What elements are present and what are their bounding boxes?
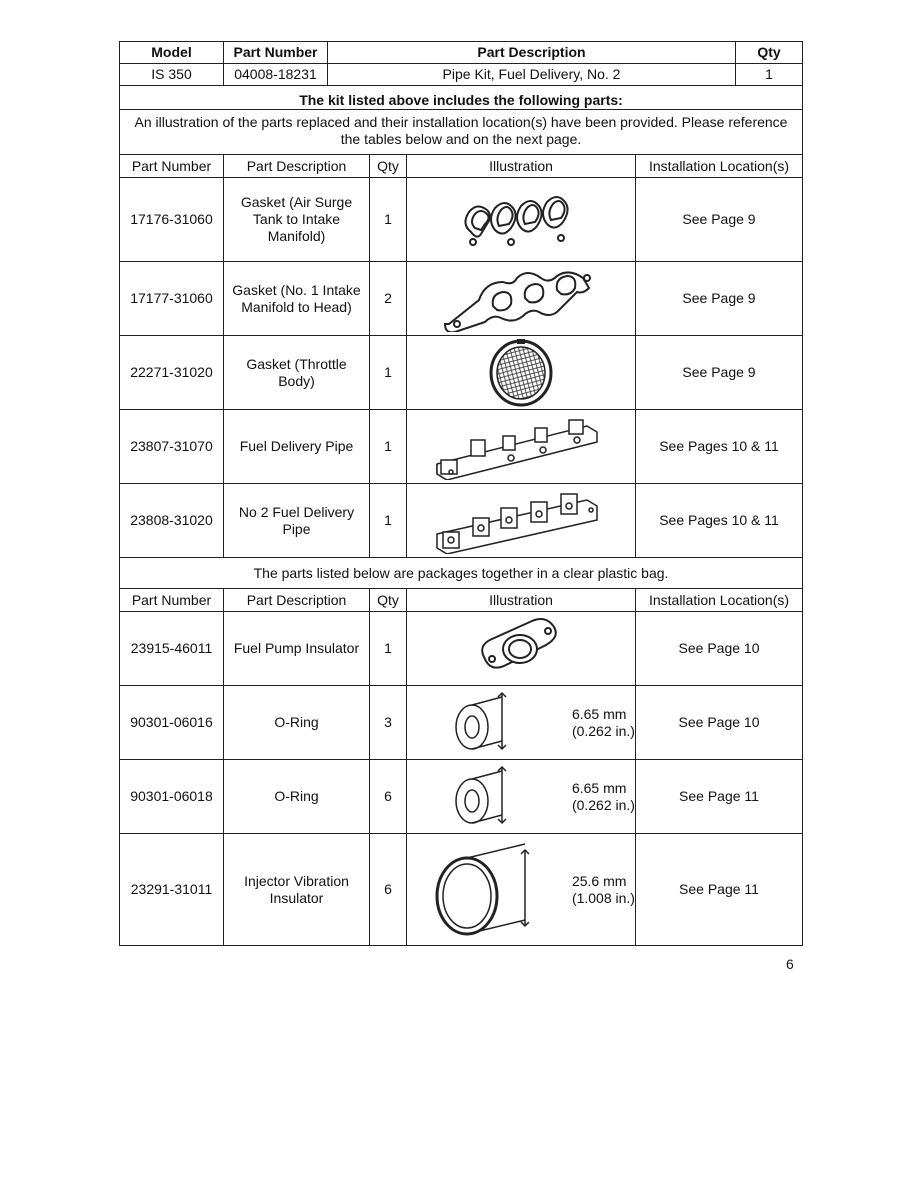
part-qty: 1: [370, 178, 407, 262]
column-model: Model: [120, 42, 224, 64]
installation-location: See Page 9: [636, 178, 803, 262]
part-number: 17177-31060: [120, 262, 224, 336]
part-qty: 6: [370, 760, 407, 834]
illustration-group: [407, 840, 635, 940]
part-qty: 1: [370, 484, 407, 558]
col-installation-location: Installation Location(s): [636, 155, 803, 178]
table-row: [120, 686, 803, 760]
part-qty: 1: [370, 410, 407, 484]
dimension-mm: 25.6 mm: [571, 872, 627, 889]
part-number: 23291-31011: [120, 834, 224, 946]
illustration-group: [407, 691, 635, 755]
illustration-group: [407, 765, 635, 829]
dimension-label: [572, 706, 635, 740]
intro-heading-row: [120, 86, 803, 110]
installation-location: See Pages 10 & 11: [636, 410, 803, 484]
column-qty: Qty: [736, 42, 803, 64]
page-number: 6: [786, 956, 794, 972]
table-row: [120, 262, 803, 336]
dimension-in: (0.262 in.): [571, 722, 635, 739]
part-number-cell: 04008-18231: [224, 64, 328, 86]
intro-heading: The kit listed above includes the following parts:: [120, 86, 803, 110]
throttle-body-gasket-icon: [481, 339, 561, 407]
surge-tank-gasket-icon: [451, 190, 591, 250]
col-part-number: Part Number: [120, 589, 224, 612]
part-qty: 1: [370, 336, 407, 410]
part-illustration: [407, 262, 636, 336]
intro-text: An illustration of the parts replaced and their installation location(s) have been provided. Please reference the tables below and on the next page.: [120, 110, 803, 155]
part-description: Fuel Delivery Pipe: [224, 410, 370, 484]
bag-note: The parts listed below are packages together in a clear plastic bag.: [120, 558, 803, 589]
part-qty: 2: [370, 262, 407, 336]
kit-row: [120, 64, 803, 86]
part-description: Gasket (Air Surge Tank to Intake Manifold): [224, 178, 370, 262]
bag-parts-column-header: [120, 589, 803, 612]
dimension-label: [572, 780, 635, 814]
installation-location: See Page 9: [636, 336, 803, 410]
bag-note-row: [120, 558, 803, 589]
installation-location: See Page 10: [636, 686, 803, 760]
intake-manifold-gasket-icon: [441, 266, 601, 332]
part-illustration: [407, 178, 636, 262]
part-description: O-Ring: [224, 760, 370, 834]
parts-column-header: [120, 155, 803, 178]
part-description: Gasket (No. 1 Intake Manifold to Head): [224, 262, 370, 336]
intro-text-row: [120, 110, 803, 155]
part-illustration: [407, 484, 636, 558]
table-row: [120, 336, 803, 410]
col-illustration: Illustration: [407, 589, 636, 612]
part-illustration: [407, 612, 636, 686]
part-number: 17176-31060: [120, 178, 224, 262]
installation-location: See Page 9: [636, 262, 803, 336]
table-row: [120, 612, 803, 686]
kit-header-table: [119, 41, 803, 86]
kit-contents-table: [119, 85, 803, 946]
dimension-label: [572, 873, 635, 907]
column-part-description: Part Description: [328, 42, 736, 64]
part-qty: 3: [370, 686, 407, 760]
part-description: O-Ring: [224, 686, 370, 760]
fuel-pump-insulator-icon: [476, 617, 566, 681]
col-qty: Qty: [370, 155, 407, 178]
part-number: 22271-31020: [120, 336, 224, 410]
table-row: [120, 178, 803, 262]
col-part-number: Part Number: [120, 155, 224, 178]
table-row: [120, 834, 803, 946]
model-cell: IS 350: [120, 64, 224, 86]
qty-cell: 1: [736, 64, 803, 86]
dimension-in: (1.008 in.): [571, 889, 635, 906]
part-number: 23807-31070: [120, 410, 224, 484]
part-number: 23808-31020: [120, 484, 224, 558]
injector-insulator-icon: [429, 840, 541, 940]
fuel-delivery-pipe-icon: [431, 414, 611, 480]
part-description: Fuel Pump Insulator: [224, 612, 370, 686]
col-qty: Qty: [370, 589, 407, 612]
part-illustration: [407, 760, 636, 834]
part-description: No 2 Fuel Delivery Pipe: [224, 484, 370, 558]
part-description: Injector Vibration Insulator: [224, 834, 370, 946]
installation-location: See Pages 10 & 11: [636, 484, 803, 558]
installation-location: See Page 11: [636, 760, 803, 834]
table-row: [120, 410, 803, 484]
part-illustration: [407, 834, 636, 946]
col-part-description: Part Description: [224, 155, 370, 178]
column-part-number: Part Number: [224, 42, 328, 64]
dimension-mm: 6.65 mm: [571, 705, 627, 722]
description-cell: Pipe Kit, Fuel Delivery, No. 2: [328, 64, 736, 86]
table-row: [120, 484, 803, 558]
o-ring-icon: [450, 691, 520, 755]
part-number: 90301-06018: [120, 760, 224, 834]
installation-location: See Page 10: [636, 612, 803, 686]
part-illustration: [407, 410, 636, 484]
o-ring-icon: [450, 765, 520, 829]
table-row: [120, 760, 803, 834]
installation-location: See Page 11: [636, 834, 803, 946]
col-installation-location: Installation Location(s): [636, 589, 803, 612]
dimension-in: (0.262 in.): [571, 796, 635, 813]
part-illustration: [407, 686, 636, 760]
header-columns: [120, 42, 803, 64]
col-illustration: Illustration: [407, 155, 636, 178]
part-qty: 1: [370, 612, 407, 686]
part-qty: 6: [370, 834, 407, 946]
dimension-mm: 6.65 mm: [571, 779, 627, 796]
part-description: Gasket (Throttle Body): [224, 336, 370, 410]
part-number: 90301-06016: [120, 686, 224, 760]
part-number: 23915-46011: [120, 612, 224, 686]
part-illustration: [407, 336, 636, 410]
fuel-delivery-pipe-2-icon: [431, 488, 611, 554]
col-part-description: Part Description: [224, 589, 370, 612]
